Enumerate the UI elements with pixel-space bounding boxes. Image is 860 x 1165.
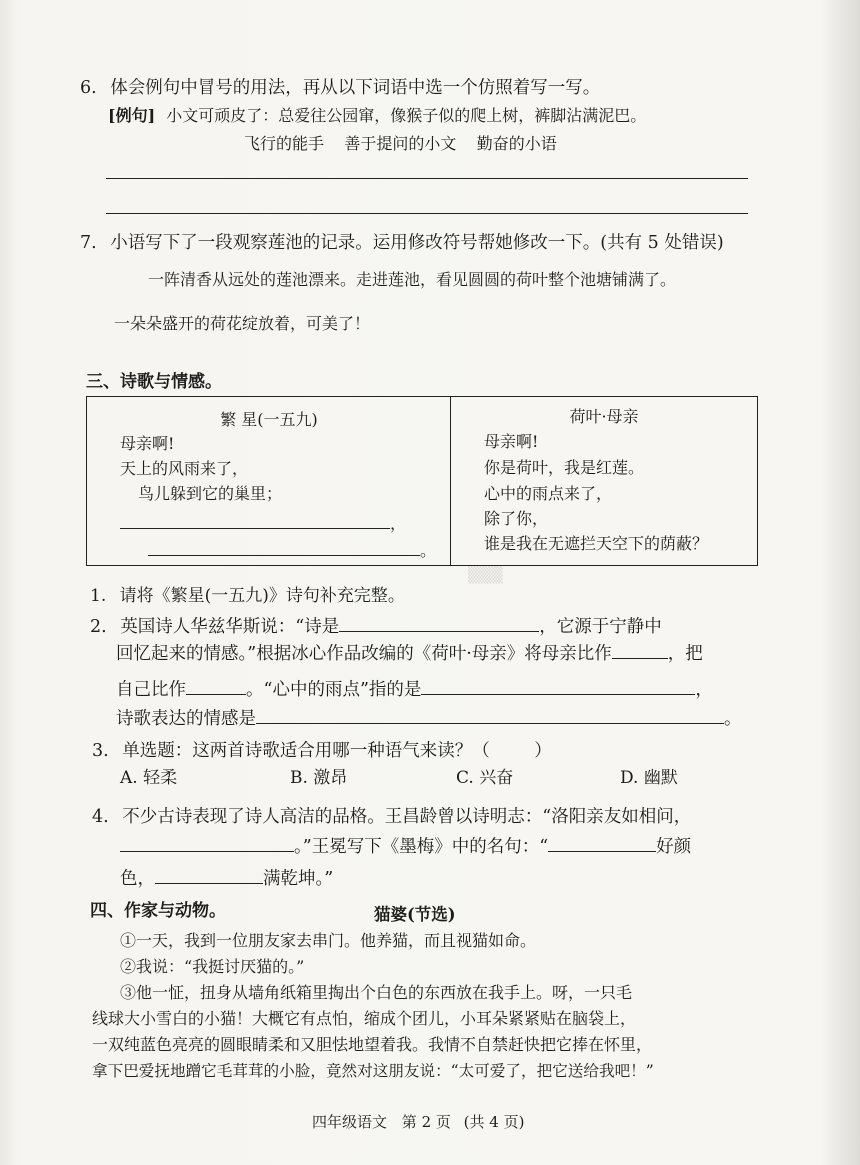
article-paragraph-3-line-4: 拿下巴爱抚地蹭它毛茸茸的小脸，竟然对这朋友说：“太可爱了，把它送给我吧！” — [92, 1062, 654, 1080]
footer-total: (共 4 页) — [463, 1113, 525, 1131]
s3-q3: 3. 单选题：这两首诗歌适合用哪一种语气来读？（ ） — [92, 741, 552, 761]
q7-passage-line-1: 一阵清香从远处的莲池漂来。走进莲池，看见圆圆的荷叶整个池塘铺满了。 — [148, 270, 677, 289]
example-text: 小文可顽皮了：总爱往公园窜，像猴子似的爬上树，裤脚沾满泥巴。 — [166, 106, 647, 125]
poem-left-line-3: 鸟儿躲到它的巢里； — [138, 484, 283, 503]
s3-q3-option-c[interactable]: C. 兴奋 — [456, 768, 514, 788]
footer-page: 第 2 页 — [401, 1113, 451, 1131]
poem-right-line-3: 心中的雨点来了， — [484, 484, 613, 503]
article-paragraph-1: ①一天，我到一位朋友家去串门。他养猫，而且视猫如命。 — [120, 931, 537, 950]
section4-heading: 四、作家与动物。 — [90, 901, 226, 921]
s3-q3-option-d[interactable]: D. 幽默 — [620, 768, 678, 788]
q6-example — [108, 104, 646, 128]
s3-q4-line-3: 色， 满乾坤。” — [120, 865, 333, 891]
poem-right-line-2: 你是荷叶，我是红莲。 — [484, 458, 645, 477]
q6-answer-line-1[interactable] — [106, 178, 748, 179]
q2-blank-raindrops[interactable] — [421, 676, 695, 695]
footer-subject: 四年级语文 — [312, 1113, 388, 1131]
q6-choices: 飞行的能手 善于提问的小文 勤奋的小语 — [244, 134, 557, 153]
article-paragraph-3-line-3: 一双纯蓝色亮亮的圆眼睛柔和又胆怯地望着我。我情不自禁赶快把它捧在怀里， — [92, 1035, 653, 1054]
poem-fill-blank-2[interactable] — [148, 537, 420, 556]
q2-blank-self-as[interactable] — [186, 676, 246, 695]
s3-q2-line-1: 2. 英国诗人华兹华斯说：“诗是 ，它源于宁静中 — [90, 613, 662, 639]
q4-blank-mo-mei-1[interactable] — [548, 833, 656, 852]
poem-left-line-1: 母亲啊! — [120, 434, 175, 453]
poem-left-title: 繁 星(一五九) — [220, 410, 318, 429]
q2-blank-mother-as[interactable] — [612, 640, 668, 659]
poem-fill-blank-1[interactable] — [120, 510, 390, 529]
poem-right-title: 荷叶·母亲 — [569, 407, 639, 426]
article-paragraph-3-line-1: ③他一怔，扭身从墙角纸箱里掏出个白色的东西放在我手上。呀，一只毛 — [120, 983, 633, 1002]
s3-q1: 1. 请将《繁星(一五九)》诗句补充完整。 — [90, 586, 405, 606]
q4-blank-mo-mei-2[interactable] — [155, 865, 263, 884]
bleed-through-text: ▒▒▒ — [468, 566, 503, 584]
s3-q3-option-b[interactable]: B. 激昂 — [290, 768, 348, 788]
q6-number: 6. — [80, 78, 97, 98]
poem-left-blank-1: ， — [120, 510, 406, 536]
q4-blank-wang-changling[interactable] — [120, 833, 294, 852]
poem-left-line-2: 天上的风雨来了， — [120, 459, 249, 478]
poem-right-line-5: 谁是我在无遮拦天空下的荫蔽？ — [484, 534, 709, 553]
page-footer — [312, 1111, 524, 1132]
article-paragraph-3-line-2: 线球大小雪白的小猫！大概它有点怕，缩成个团儿，小耳朵紧紧贴在脑袋上， — [92, 1009, 637, 1028]
q2-blank-emotion[interactable] — [256, 705, 724, 724]
q6-text: 体会例句中冒号的用法，再从以下词语中选一个仿照着写一写。 — [110, 78, 601, 98]
s3-q1-text: 请将《繁星(一五九)》诗句补充完整。 — [119, 586, 405, 606]
q6-prompt — [80, 76, 600, 100]
article-title: 猫婆(节选) — [374, 905, 456, 924]
q2-blank-poem-is[interactable] — [339, 613, 539, 632]
section3-heading: 三、诗歌与情感。 — [86, 372, 222, 392]
s3-q3-option-a[interactable]: A. 轻柔 — [120, 768, 178, 788]
q7-text: 小语写下了一段观察莲池的记录。运用修改符号帮她修改一下。(共有 5 处错误) — [110, 233, 724, 253]
q7-passage-line-2: 一朵朵盛开的荷花绽放着，可美了！ — [114, 314, 371, 333]
poem-right-line-1: 母亲啊! — [484, 432, 539, 451]
article-paragraph-2: ②我说：“我挺讨厌猫的。” — [120, 957, 305, 976]
s3-q3-text: 单选题：这两首诗歌适合用哪一种语气来读？（ ） — [122, 741, 552, 761]
q7-prompt — [80, 231, 724, 255]
s3-q2-line-2: 回忆起来的情感。”根据冰心作品改编的《荷叶·母亲》将母亲比作 ，把 — [116, 640, 703, 666]
poem-right-line-4: 除了你， — [484, 509, 549, 528]
q7-number: 7. — [80, 233, 97, 253]
poem-left-blank-2: 。 — [148, 537, 436, 563]
q6-answer-line-2[interactable] — [106, 213, 748, 214]
s3-q2-line-4: 诗歌表达的情感是 。 — [116, 705, 742, 731]
s3-q4-line-2: 。”王冕写下《墨梅》中的名句：“ 好颜 — [120, 833, 691, 859]
example-label: [例句] — [108, 106, 156, 125]
poem-table-divider — [450, 396, 451, 566]
s3-q4-line-1: 4. 不少古诗表现了诗人高洁的品格。王昌龄曾以诗明志：“洛阳亲友如相问， — [92, 807, 692, 827]
s3-q2-line-3: 自己比作 。“心中的雨点”指的是 ， — [116, 676, 713, 702]
